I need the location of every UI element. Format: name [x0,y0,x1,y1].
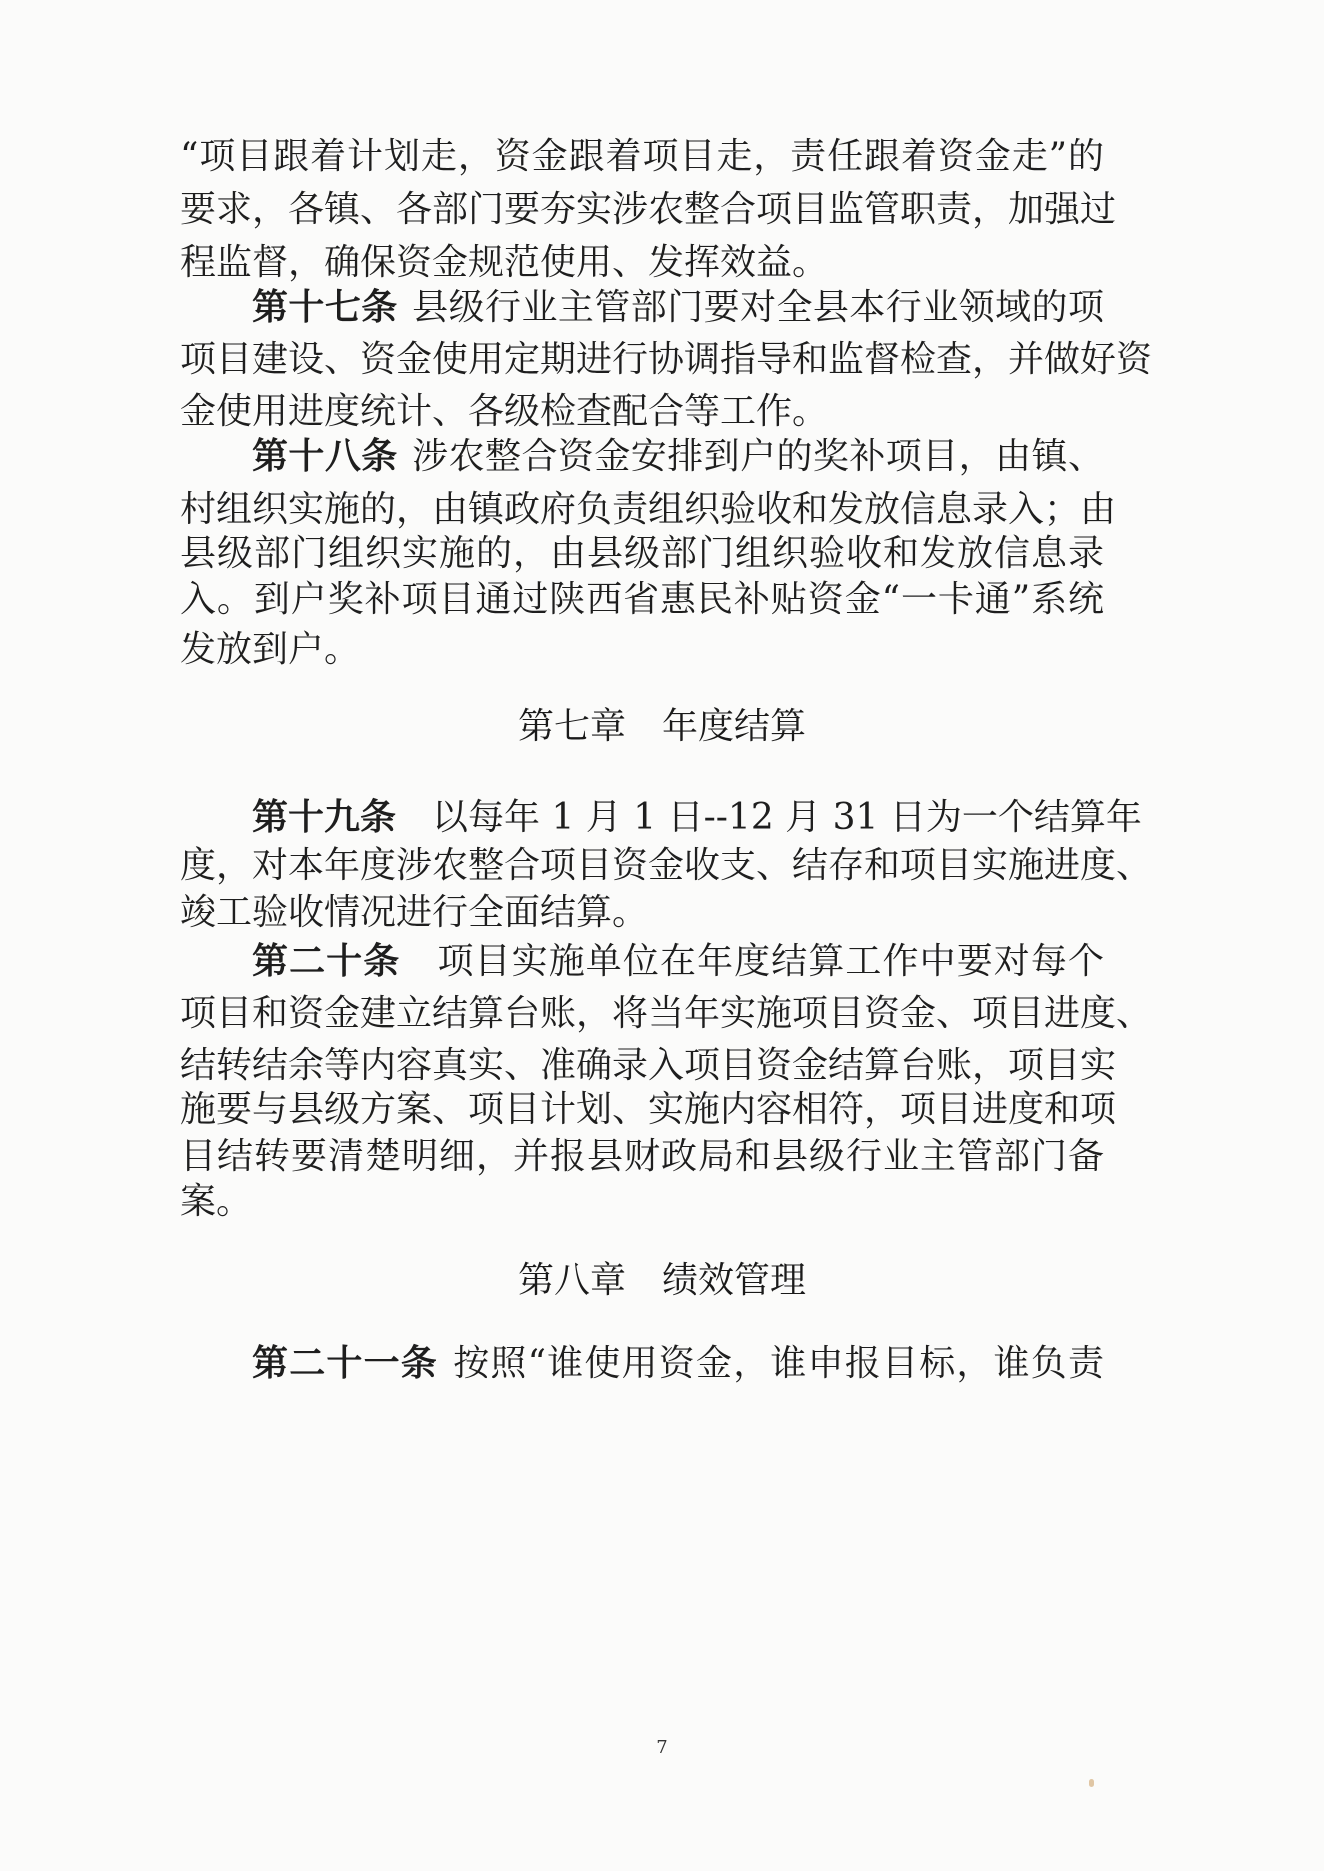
article-21-first-line [252,1343,1104,1384]
body-line: 项目建设、资金使用定期进行协调指导和监督检查，并做好资 [180,339,1153,380]
body-line: 施要与县级方案、项目计划、实施内容相符，项目进度和项 [180,1089,1117,1130]
article-19-text: 以每年 1 月 1 日--12 月 31 日为一个结算年 [432,797,1142,838]
article-21-label: 第二十一条 [252,1342,438,1384]
body-line: 程监督，确保资金规范使用、发挥效益。 [180,242,829,283]
article-18-first-line [252,436,1104,477]
body-line: 要求，各镇、各部门要夯实涉农整合项目监管职责，加强过 [180,189,1117,230]
body-line: 项目和资金建立结算台账，将当年实施项目资金、项目进度、 [180,993,1153,1034]
page-number: 7 [656,1737,668,1758]
article-18-label: 第十八条 [252,435,398,477]
article-19-label: 第十九条 [252,796,397,838]
article-18-text: 涉农整合资金安排到户的奖补项目，由镇、 [411,436,1104,477]
body-line: 目结转要清楚明细，并报县财政局和县级行业主管部门备 [180,1136,1104,1177]
body-line: 度，对本年度涉农整合项目资金收支、结存和项目实施进度、 [180,845,1153,886]
chapter-8-number: 第八章 [517,1260,626,1301]
body-line: 结转结余等内容真实、准确录入项目资金结算台账，项目实 [180,1045,1117,1086]
body-line: 案。 [180,1181,253,1222]
article-21-text: 按照“谁使用资金，谁申报目标，谁负责 [452,1343,1104,1384]
body-line: 金使用进度统计、各级检查配合等工作。 [180,391,829,432]
body-line: 竣工验收情况进行全面结算。 [180,892,649,933]
article-17-first-line [252,287,1104,328]
body-line: 村组织实施的，由镇政府负责组织验收和发放信息录入；由 [180,489,1117,530]
chapter-7-number: 第七章 [517,706,626,747]
article-17-text: 县级行业主管部门要对全县本行业领域的项 [411,287,1104,328]
chapter-8-title: 绩效管理 [662,1260,807,1301]
body-line: 县级部门组织实施的，由县级部门组织验收和发放信息录 [180,533,1104,574]
body-line: “项目跟着计划走，资金跟着项目走，责任跟着资金走”的 [180,136,1104,177]
article-20-label: 第二十条 [252,940,401,982]
article-20-first-line [252,941,1104,982]
chapter-7-title: 年度结算 [662,706,807,747]
article-17-label: 第十七条 [252,286,398,328]
chapter-7-heading [0,707,1324,747]
chapter-8-heading [0,1261,1324,1301]
article-20-text: 项目实施单位在年度结算工作中要对每个 [436,941,1104,982]
body-line: 入。到户奖补项目通过陕西省惠民补贴资金“一卡通”系统 [180,579,1104,620]
body-line: 发放到户。 [180,629,361,670]
article-19-first-line [252,796,1142,838]
scan-speck [1089,1779,1094,1787]
